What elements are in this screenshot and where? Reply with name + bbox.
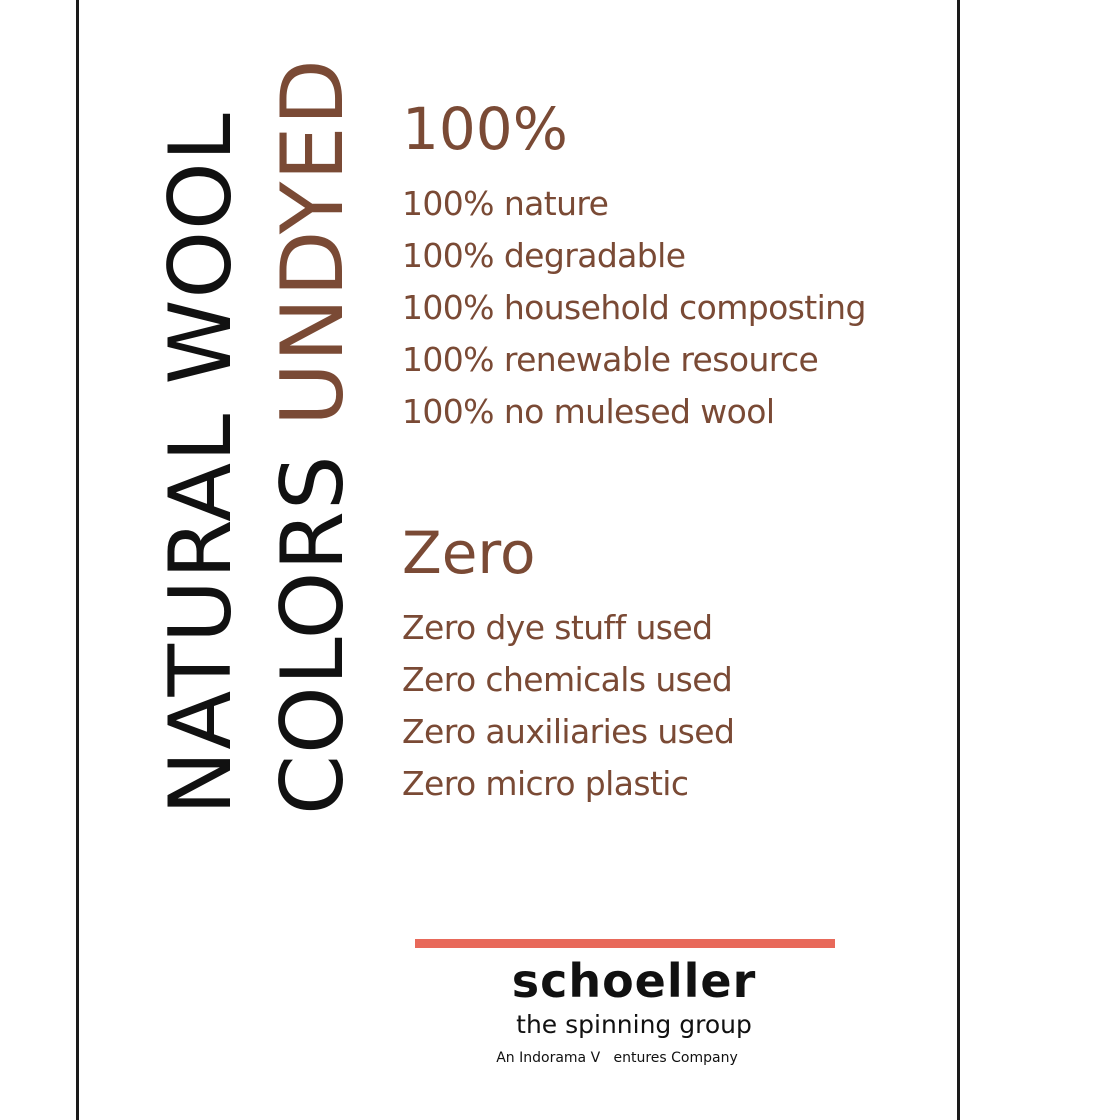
right-border-line <box>957 0 960 1120</box>
zero-section <box>402 519 942 810</box>
hundred-percent-section <box>402 95 942 438</box>
zero-list <box>402 602 942 810</box>
list-item: Zero dye stuff used <box>402 608 713 647</box>
hundred-percent-list <box>402 178 942 438</box>
brand-name: schoeller <box>511 954 757 1008</box>
schoeller-logo <box>415 954 835 1066</box>
title-colors-word: COLORS <box>263 454 363 815</box>
left-border-line <box>76 0 79 1120</box>
content-column <box>402 95 942 810</box>
list-item: Zero auxiliaries used <box>402 712 735 751</box>
zero-heading: Zero <box>402 519 536 587</box>
list-item: Zero micro plastic <box>402 764 689 803</box>
list-item: Zero chemicals used <box>402 660 733 699</box>
list-item: 100% degradable <box>402 236 686 275</box>
list-item: 100% nature <box>402 184 609 223</box>
brand-subline: An Indorama V entures Company <box>496 1050 738 1066</box>
brand-tagline: the spinning group <box>516 1010 752 1039</box>
title-line-2 <box>263 58 363 815</box>
title-line-1: NATURAL WOOL <box>151 112 251 815</box>
vertical-title <box>140 58 363 830</box>
title-undyed-word: UNDYED <box>263 58 363 427</box>
list-item: 100% household composting <box>402 288 866 327</box>
list-item: 100% renewable resource <box>402 340 819 379</box>
logo-accent-bar <box>415 939 835 948</box>
hundred-percent-heading: 100% <box>402 95 568 163</box>
list-item: 100% no mulesed wool <box>402 392 775 431</box>
